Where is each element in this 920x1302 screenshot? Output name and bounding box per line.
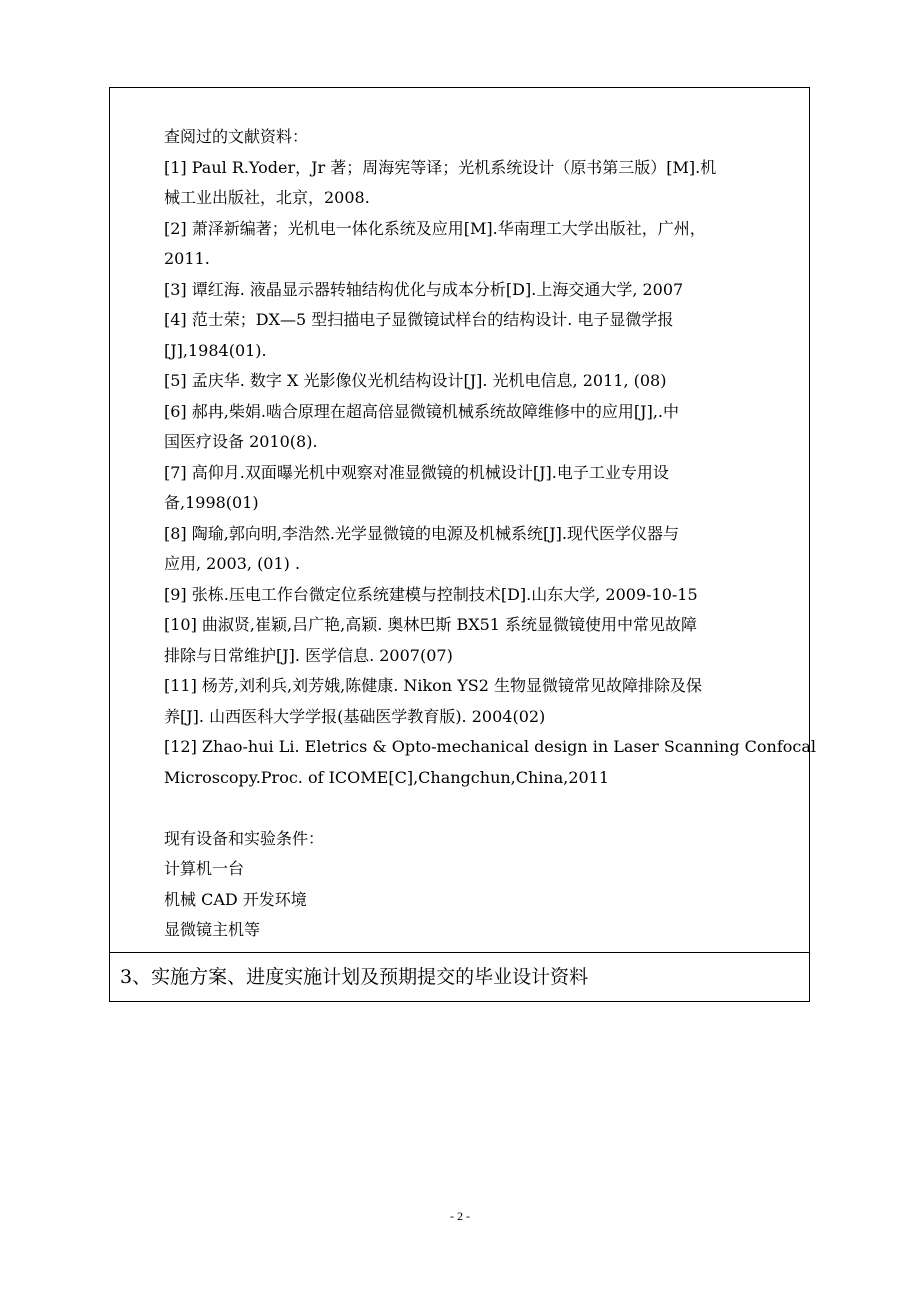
references-heading: 查阅过的文献资料： [164,127,309,146]
equipment-item: 机械 CAD 开发环境 [164,889,307,909]
reference-line: 2011. [164,249,210,268]
references-content [164,122,817,946]
equipment-item: 计算机一台 [164,859,245,878]
reference-line: [7] 高仰月.双面曝光机中观察对准显微镜的机械设计[J].电子工业专用设 [164,462,669,482]
reference-line: Microscopy.Proc. of ICOME[C],Changchun,China,2011 [164,767,610,787]
reference-line: [8] 陶瑜,郭向明,李浩然.光学显微镜的电源及机械系统[J].现代医学仪器与 [164,523,679,543]
reference-line: 养[J]. 山西医科大学学报(基础医学教育版). 2004(02) [164,706,546,726]
reference-line: [1] Paul R.Yoder，Jr 著；周海宪等译；光机系统设计（原书第三版）[M].机 [164,157,717,177]
reference-line: [5] 孟庆华. 数字 X 光影像仪光机结构设计[J]. 光机电信息, 2011, (08) [164,371,667,390]
reference-line: [4] 范士荣；DX—5 型扫描电子显微镜试样台的结构设计. 电子显微学报 [164,310,674,329]
reference-line: [10] 曲淑贤,崔颖,吕广艳,高颖. 奥林巴斯 BX51 系统显微镜使用中常见故障 [164,615,698,634]
equipment-item: 显微镜主机等 [164,920,261,939]
references-cell [110,88,817,953]
reference-line: [J],1984(01). [164,340,267,360]
reference-line: 械工业出版社，北京，2008. [164,188,370,207]
reference-line: [3] 谭红海. 液晶显示器转轴结构优化与成本分析[D].上海交通大学, 2007 [164,279,684,299]
equipment-heading: 现有设备和实验条件： [164,828,325,848]
reference-line: [6] 郝冉,柴娟.啮合原理在超高倍显微镜机械系统故障维修中的应用[J],.中 [164,401,679,421]
reference-line: [12] Zhao-hui Li. Eletrics & Opto-mechanical design in Laser Scanning Confocal [164,737,817,756]
reference-line: 应用, 2003, (01) . [164,554,301,573]
spacer [164,793,806,824]
reference-line: 排除与日常维护[J]. 医学信息. 2007(07) [164,645,453,665]
reference-line: [2] 萧泽新编著；光机电一体化系统及应用[M].华南理工大学出版社，广州， [164,218,706,238]
page-number: - 2 - [450,1209,470,1223]
reference-line: [9] 张栋.压电工作台微定位系统建模与控制技术[D].山东大学, 2009-10-15 [164,584,698,604]
reference-line: [11] 杨芳,刘利兵,刘芳娥,陈健康. Nikon YS2 生物显微镜常见故障排除及保 [164,676,702,695]
document-table [109,87,817,1002]
section-3-title: 3、实施方案、进度实施计划及预期提交的毕业设计资料 [120,966,589,988]
reference-line: 国医疗设备 2010(8). [164,432,318,451]
reference-line: 备,1998(01) [164,493,259,512]
